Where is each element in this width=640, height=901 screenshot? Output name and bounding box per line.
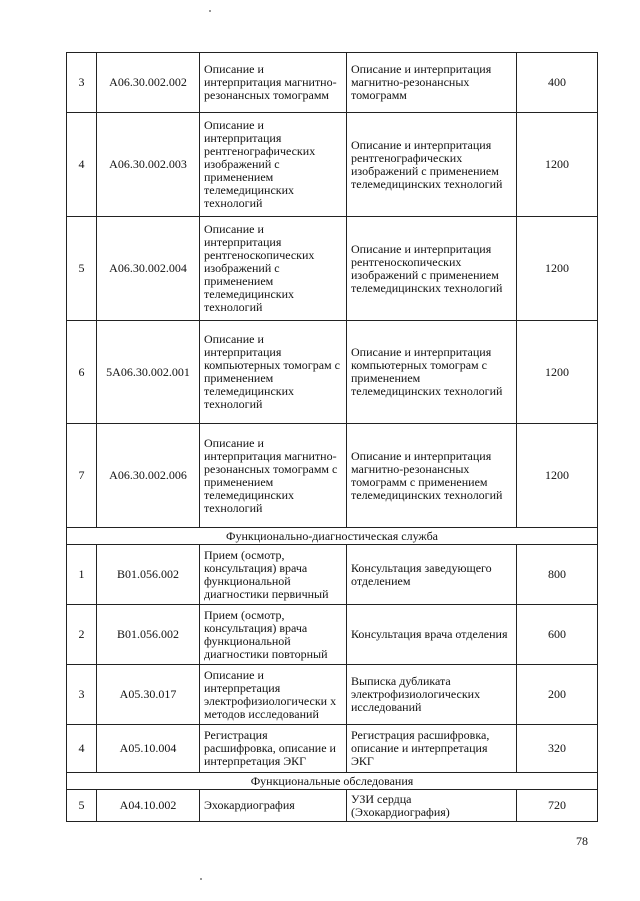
service-description: УЗИ сердца (Эхокардиография): [347, 790, 517, 822]
service-price: 1200: [517, 424, 598, 528]
table-row: [67, 321, 598, 424]
service-name: Описание и интерпретация электрофизиологически х методов исследований: [200, 665, 347, 725]
table-row: [67, 545, 598, 605]
service-name: Регистрация расшифровка, описание и интерпретация ЭКГ: [200, 725, 347, 773]
service-code: A06.30.002.004: [97, 217, 200, 321]
section-header-row: [67, 528, 598, 545]
service-description: Консультация врача отделения: [347, 605, 517, 665]
scan-speck: [209, 10, 211, 12]
table-row: [67, 605, 598, 665]
table-row: [67, 217, 598, 321]
service-description: Описание и интерпритация рентгенографических изображений с применением телемедицинских технологий: [347, 113, 517, 217]
table-row: [67, 424, 598, 528]
service-description: Консультация заведующего отделением: [347, 545, 517, 605]
service-price: 720: [517, 790, 598, 822]
section-title: Функциональные обследования: [67, 773, 598, 790]
service-code: A04.10.002: [97, 790, 200, 822]
service-price: 1200: [517, 217, 598, 321]
service-price: 1200: [517, 321, 598, 424]
service-description: Описание и интерпритация рентгеноскопических изображений с применением телемедицинских технологий: [347, 217, 517, 321]
row-number: 4: [67, 725, 97, 773]
service-description: Описание и интерпритация магнитно-резонансных томограмм с применением телемедицинских технологий: [347, 424, 517, 528]
service-name: Прием (осмотр, консультация) врача функциональной диагностики повторный: [200, 605, 347, 665]
section-header-row: [67, 773, 598, 790]
service-description: Регистрация расшифровка, описание и интерпретация ЭКГ: [347, 725, 517, 773]
service-price: 320: [517, 725, 598, 773]
service-code: A05.30.017: [97, 665, 200, 725]
service-name: Описание и интерпритация магнитно-резонансных томограмм: [200, 53, 347, 113]
service-code: B01.056.002: [97, 545, 200, 605]
service-price: 600: [517, 605, 598, 665]
service-description: Описание и интерпритация магнитно-резонансных томограмм: [347, 53, 517, 113]
row-number: 5: [67, 217, 97, 321]
row-number: 3: [67, 53, 97, 113]
service-code: A06.30.002.003: [97, 113, 200, 217]
row-number: 1: [67, 545, 97, 605]
table-row: [67, 53, 598, 113]
row-number: 7: [67, 424, 97, 528]
page-number: 78: [576, 834, 588, 848]
price-list-table: [66, 52, 598, 822]
service-code: A06.30.002.006: [97, 424, 200, 528]
table-row: [67, 113, 598, 217]
table-row: [67, 725, 598, 773]
scan-speck: [200, 878, 202, 880]
row-number: 2: [67, 605, 97, 665]
table-row: [67, 790, 598, 822]
service-name: Эхокардиография: [200, 790, 347, 822]
service-code: B01.056.002: [97, 605, 200, 665]
service-description: Выписка дубликата электрофизиологических исследований: [347, 665, 517, 725]
service-description: Описание и интерпритация компьютерных томограм с применением телемедицинских технологий: [347, 321, 517, 424]
service-code: A06.30.002.002: [97, 53, 200, 113]
row-number: 6: [67, 321, 97, 424]
service-name: Описание и интерпритация компьютерных томограм с применением телемедицинских технологий: [200, 321, 347, 424]
service-code: 5A06.30.002.001: [97, 321, 200, 424]
service-name: Описание и интерпритация магнитно-резонансных томограмм с применением телемедицинских технологий: [200, 424, 347, 528]
service-price: 1200: [517, 113, 598, 217]
service-price: 200: [517, 665, 598, 725]
row-number: 4: [67, 113, 97, 217]
service-price: 800: [517, 545, 598, 605]
service-price: 400: [517, 53, 598, 113]
service-name: Описание и интерпритация рентгеноскопических изображений с применением телемедицинских технологий: [200, 217, 347, 321]
table-row: [67, 665, 598, 725]
row-number: 3: [67, 665, 97, 725]
section-title: Функционально-диагностическая служба: [67, 528, 598, 545]
service-name: Описание и интерпритация рентгенографических изображений с применением телемедицинских технологий: [200, 113, 347, 217]
row-number: 5: [67, 790, 97, 822]
service-code: A05.10.004: [97, 725, 200, 773]
service-name: Прием (осмотр, консультация) врача функциональной диагностики первичный: [200, 545, 347, 605]
